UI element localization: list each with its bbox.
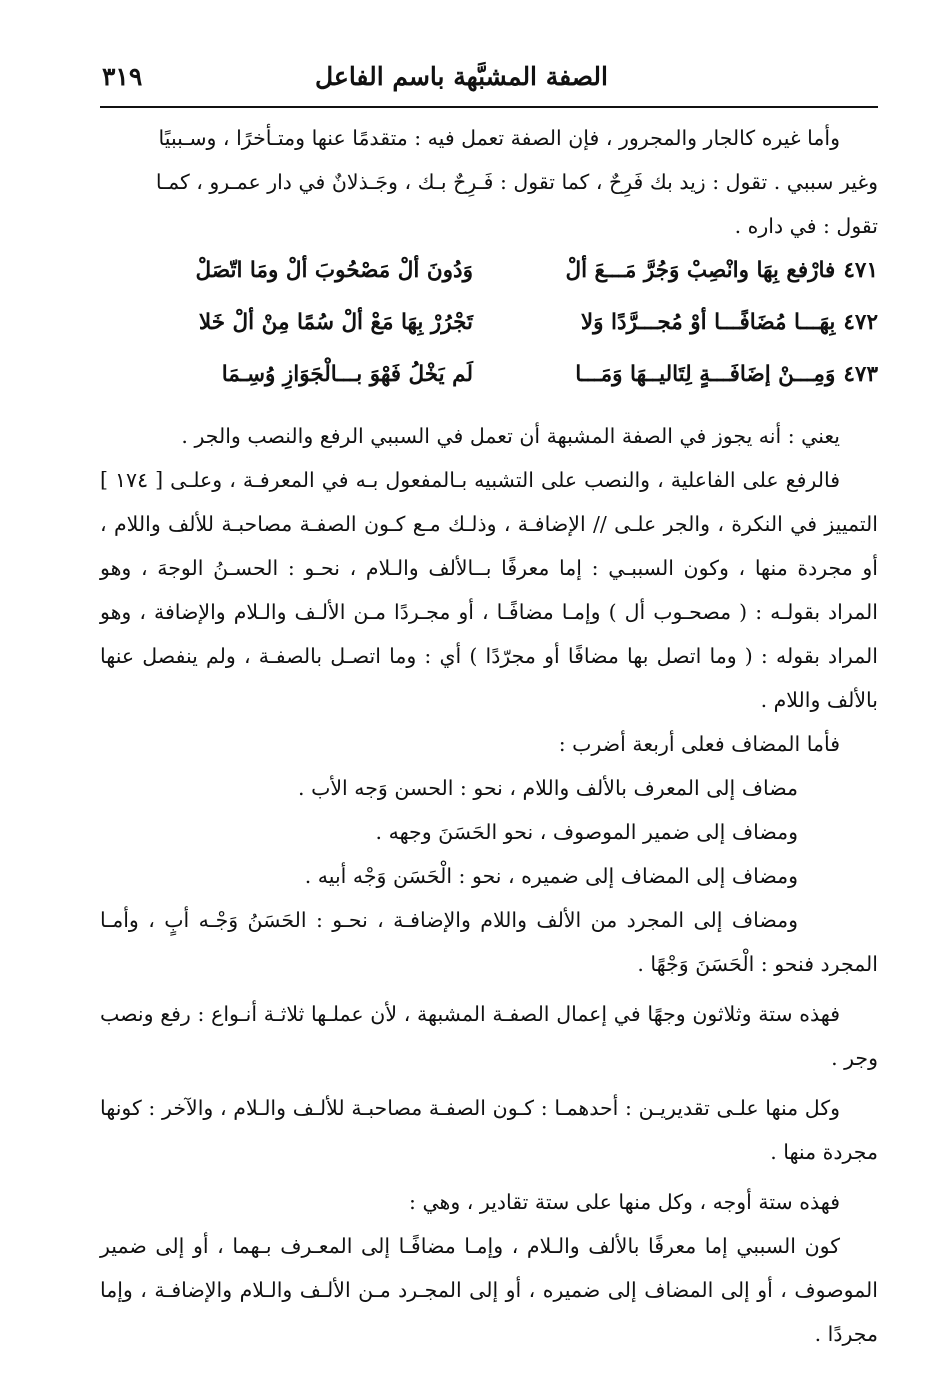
verse-line	[100, 302, 878, 354]
verse-first-text: وَمِـــنْ إضَافَـــةٍ لِتَاليــهَا وَمَـــا	[575, 362, 836, 387]
verse-line	[100, 250, 878, 302]
page-header	[100, 60, 878, 108]
paragraph: فأما المضاف فعلى أربعة أضرب :	[558, 732, 840, 756]
page-body	[100, 116, 878, 1356]
page-number: ٣١٩	[102, 62, 143, 91]
list-item: مضاف إلى المعرف بالألف واللام ، نحو : الحسن وَجه الأب .	[298, 776, 798, 800]
list-item: ومضاف إلى المضاف إلى ضميره ، نحو : الْحَسَن وَجْه أبيه .	[304, 864, 798, 888]
verse-second-hemistich: لَم يَخْلُ فَهْوَ بـــالْجَوَازِ وُسِـمَا	[221, 362, 473, 387]
paragraph: فهذه ستة أوجه ، وكل منها على ستة تقادير ، وهي :	[409, 1190, 840, 1214]
paragraph: وغير سببي . تقول : زيد بك فَرِحٌ ، كما تقول : فَـرِحٌ بـك ، وجَـذلانٌ في دار عمـرو ، كمـا	[155, 170, 878, 194]
verse-first-text: بِهَـــا مُضَافًـــا أوْ مُجـــرَّدًا وَلا	[580, 310, 836, 335]
list-item: ومضاف إلى المجرد من الألف واللام والإضافـة ، نحـو : الحَسَنُ وَجْـه أبٍ ، وأمـا المجرد فنحو : الْحَسَنَ وَجْهًا .	[100, 908, 878, 976]
paragraph: وكل منها علـى تقديريـن : أحدهمـا : كـون الصفـة مصاحبـة للألـف والـلام ، والآخر : كونها مجردة منها .	[100, 1096, 878, 1164]
list-item: ومضاف إلى ضمير الموصوف ، نحو الحَسَنَ وجهه .	[375, 820, 798, 844]
paragraph: كون السببي إما معرفًا بالألف والـلام ، وإمـا مضافًـا إلى المعـرف بـهما ، أو إلى ضمير الموصوف ، أو إلى المضاف إلى ضميره ، أو إلى المجـرد مـن الألـف والـلام والإضافـة ، وإما مجردًا .	[100, 1234, 878, 1346]
verse-second-hemistich: تَجْرُرْ بِهَا مَعْ ألْ سُمًا مِنْ ألْ خَلا	[198, 310, 473, 335]
paragraph: فهذه ستة وثلاثون وجهًا في إعمال الصفـة المشبهة ، لأن عملـها ثلاثـة أنـواع : رفع ونصب وجر .	[100, 1002, 878, 1070]
verse-second-hemistich: وَدُونَ ألْ مَصْحُوبَ ألْ ومَا اتّصَلْ	[195, 258, 473, 283]
chapter-title: الصفة المشبَّهة باسم الفاعل	[314, 62, 608, 91]
verse-first-hemistich	[575, 362, 878, 387]
verse-number: ٤٧٣	[843, 362, 878, 387]
verse-first-hemistich	[565, 258, 878, 283]
poem-verses	[100, 250, 878, 406]
paragraph: تقول : في داره .	[734, 214, 878, 238]
verse-first-text: فارْفع بِهَا وانْصِبْ وَجُرَّ مَـــعَ ألْ	[565, 258, 836, 283]
verse-line	[100, 354, 878, 406]
verse-number: ٤٧١	[843, 258, 878, 283]
paragraph: فالرفع على الفاعلية ، والنصب على التشبيه بـالمفعول بـه في المعرفـة ، وعلـى [ ١٧٤ ] التمييز في النكرة ، والجر علـى // الإضافـة ، وذلـك مـع كـون الصفـة مصاحبـة للألف واللام ، أو مجردة منها ، وكون السببـي : إما معرفًا بــالألف والـلام ، نحـو : الحسـنُ الوجهَ ، وهو المراد بقولـه : ( مصحـوب أل ) وإمـا مضافًـا ، أو مجـردًا مـن الألـف والـلام والإضافة ، وهو المراد بقوله : ( وما اتصل بها مضافًا أو مجرّدًا ) أي : وما اتصـل بالصفـة ، ولم ينفصل عنها بالألف واللام .	[100, 468, 878, 712]
verse-first-hemistich	[581, 310, 878, 335]
paragraph: وأما غيره كالجار والمجرور ، فإن الصفة تعمل فيه : متقدمًا عنها ومتـأخرًا ، وسـببيًا	[158, 126, 840, 150]
verse-number: ٤٧٢	[843, 310, 878, 335]
paragraph: يعني : أنه يجوز في الصفة المشبهة أن تعمل في السببي الرفع والنصب والجر .	[181, 424, 840, 448]
